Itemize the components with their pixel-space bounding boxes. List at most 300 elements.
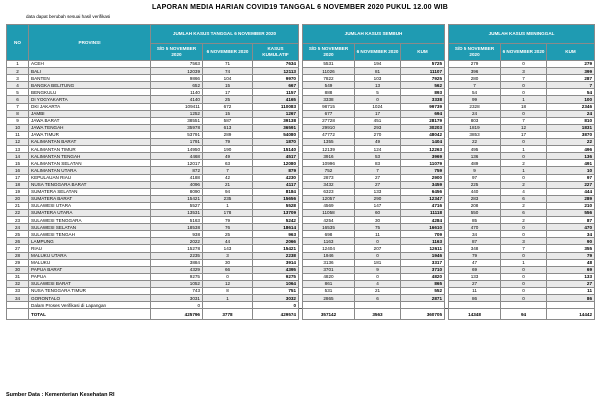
- row-sembuh-kum: 3317: [401, 259, 445, 266]
- row-sembuh-kum: 893: [401, 89, 445, 96]
- row-sembuh-sd: 6323: [303, 188, 355, 195]
- row-meninggal-kum: 279: [547, 61, 595, 68]
- header-group-kasus: JUMLAH KASUS TANGGAL 6 NOVEMBER 2020: [151, 25, 299, 44]
- header-meninggal-kum: KUM: [547, 44, 595, 61]
- header-kasus-today: 6 NOVEMBER 2020: [203, 44, 253, 61]
- header-kasus-kumulatif: KASUS KUMULATIF: [253, 44, 299, 61]
- row-kasus-sd: 938: [151, 231, 203, 238]
- row-meninggal-sd: 7: [449, 82, 501, 89]
- header-meninggal-sd: S/D 5 NOVEMBER 2020: [449, 44, 501, 61]
- row-sembuh-sd: 47772: [303, 131, 355, 138]
- row-sembuh-kum: 99739: [401, 103, 445, 110]
- table-row: [7, 117, 595, 124]
- row-no: 4: [7, 82, 29, 89]
- row-provinsi: PAPUA: [29, 273, 151, 280]
- row-meninggal-kum: 3870: [547, 131, 595, 138]
- row-meninggal-kum: 556: [547, 209, 595, 216]
- row-provinsi: SULAWESI BARAT: [29, 280, 151, 287]
- table-row: [7, 139, 595, 146]
- row-kasus-kumulatif: 39138: [253, 117, 299, 124]
- row-sembuh-kum: 552: [401, 288, 445, 295]
- row-no: [7, 302, 29, 309]
- row-sembuh-kum: 30203: [401, 124, 445, 131]
- row-no: 2: [7, 68, 29, 75]
- table-row: [7, 103, 595, 110]
- row-kasus-today: 25: [203, 231, 253, 238]
- row-kasus-sd: 18538: [151, 224, 203, 231]
- row-kasus-sd: 14950: [151, 146, 203, 153]
- row-sembuh-sd: 4254: [303, 217, 355, 224]
- row-provinsi: KALIMANTAN TENGAH: [29, 153, 151, 160]
- row-meninggal-sd: 86: [449, 295, 501, 302]
- table-row: [7, 68, 595, 75]
- row-meninggal-today: 1: [501, 96, 547, 103]
- row-no: 32: [7, 280, 29, 287]
- row-meninggal-today: 0: [501, 273, 547, 280]
- row-meninggal-today: 1: [501, 167, 547, 174]
- row-meninggal-kum: 444: [547, 188, 595, 195]
- row-sembuh-sd: 531: [303, 288, 355, 295]
- row-kasus-kumulatif: 3032: [253, 295, 299, 302]
- row-meninggal-today: 6: [501, 195, 547, 202]
- row-meninggal-sd: 97: [449, 174, 501, 181]
- row-kasus-sd: 7563: [151, 61, 203, 68]
- row-kasus-today: 143: [203, 245, 253, 252]
- row-meninggal-sd: [449, 302, 501, 309]
- row-meninggal-kum: 2346: [547, 103, 595, 110]
- row-sembuh-today: 1024: [355, 103, 401, 110]
- table-row: [7, 82, 595, 89]
- row-kasus-today: [203, 302, 253, 309]
- header-sembuh-sd: S/D 5 NOVEMBER 2020: [303, 44, 355, 61]
- row-sembuh-today: 0: [355, 273, 401, 280]
- row-kasus-kumulatif: 12080: [253, 160, 299, 167]
- row-meninggal-kum: 496: [547, 146, 595, 153]
- row-meninggal-today: 0: [501, 139, 547, 146]
- row-kasus-sd: 4468: [151, 153, 203, 160]
- row-kasus-sd: 4096: [151, 181, 203, 188]
- row-meninggal-today: 18: [501, 103, 547, 110]
- row-kasus-today: 79: [203, 139, 253, 146]
- row-provinsi: KALIMANTAN TIMUR: [29, 146, 151, 153]
- row-meninggal-kum: 227: [547, 181, 595, 188]
- row-provinsi: PAPUA BARAT: [29, 266, 151, 273]
- row-kasus-kumulatif: 0: [253, 302, 299, 309]
- row-no: 26: [7, 238, 29, 245]
- row-sembuh-today: 13: [355, 82, 401, 89]
- row-meninggal-sd: 27: [449, 280, 501, 287]
- row-kasus-today: 15: [203, 110, 253, 117]
- row-kasus-today: 0: [203, 273, 253, 280]
- row-sembuh-kum: [401, 302, 445, 309]
- table-row: [7, 131, 595, 138]
- row-provinsi: JAWA TIMUR: [29, 131, 151, 138]
- row-sembuh-sd: 29910: [303, 124, 355, 131]
- row-meninggal-sd: 2328: [449, 103, 501, 110]
- row-sembuh-today: 30: [355, 217, 401, 224]
- row-kasus-today: 71: [203, 61, 253, 68]
- table-row: [7, 195, 595, 202]
- row-provinsi: NUSA TENGGARA TIMUR: [29, 288, 151, 295]
- row-no: 31: [7, 273, 29, 280]
- row-no: 20: [7, 195, 29, 202]
- row-no: 7: [7, 103, 29, 110]
- table-row: [7, 75, 595, 82]
- row-kasus-sd: 1252: [151, 110, 203, 117]
- row-meninggal-kum: 355: [547, 245, 595, 252]
- row-meninggal-kum: 133: [547, 273, 595, 280]
- row-meninggal-today: 0: [501, 110, 547, 117]
- row-no: 6: [7, 96, 29, 103]
- row-kasus-kumulatif: 9275: [253, 273, 299, 280]
- row-provinsi: SUMATERA BARAT: [29, 195, 151, 202]
- row-meninggal-sd: 803: [449, 117, 501, 124]
- row-meninggal-kum: 210: [547, 202, 595, 209]
- row-provinsi: SULAWESI TENGAH: [29, 231, 151, 238]
- row-sembuh-kum: 12263: [401, 146, 445, 153]
- row-kasus-today: 63: [203, 160, 253, 167]
- row-meninggal-kum: 24: [547, 110, 595, 117]
- row-kasus-kumulatif: 2238: [253, 252, 299, 259]
- row-sembuh-sd: 4820: [303, 273, 355, 280]
- row-kasus-today: 66: [203, 266, 253, 273]
- row-sembuh-today: 293: [355, 124, 401, 131]
- row-sembuh-kum: 562: [401, 82, 445, 89]
- row-meninggal-sd: 489: [449, 160, 501, 167]
- table-row: [7, 238, 595, 245]
- row-meninggal-sd: 24: [449, 110, 501, 117]
- row-sembuh-kum: 1404: [401, 139, 445, 146]
- row-sembuh-kum: 7925: [401, 75, 445, 82]
- row-kasus-today: 190: [203, 146, 253, 153]
- row-kasus-today: 30: [203, 259, 253, 266]
- row-sembuh-today: 181: [355, 259, 401, 266]
- row-no: 3: [7, 75, 29, 82]
- row-sembuh-sd: 752: [303, 167, 355, 174]
- row-kasus-kumulatif: 1064: [253, 280, 299, 287]
- total-sembuh-sd: 357142: [303, 309, 355, 320]
- row-meninggal-today: 1: [501, 259, 547, 266]
- row-kasus-sd: 9275: [151, 273, 203, 280]
- row-meninggal-today: 12: [501, 124, 547, 131]
- table-row: [7, 146, 595, 153]
- row-no: 25: [7, 231, 29, 238]
- row-sembuh-today: 21: [355, 288, 401, 295]
- row-provinsi: MALUKU: [29, 259, 151, 266]
- row-meninggal-today: 0: [501, 252, 547, 259]
- row-provinsi: MALUKU UTARA: [29, 252, 151, 259]
- row-kasus-sd: 3884: [151, 259, 203, 266]
- row-meninggal-sd: 136: [449, 153, 501, 160]
- row-provinsi: JAMBI: [29, 110, 151, 117]
- row-kasus-today: 178: [203, 209, 253, 216]
- row-no: 33: [7, 288, 29, 295]
- row-meninggal-kum: 470: [547, 224, 595, 231]
- row-meninggal-sd: 280: [449, 75, 501, 82]
- row-sembuh-sd: 698: [303, 231, 355, 238]
- row-sembuh-sd: 12404: [303, 245, 355, 252]
- row-sembuh-today: 83: [355, 160, 401, 167]
- row-sembuh-today: 7: [355, 167, 401, 174]
- row-meninggal-today: 0: [501, 174, 547, 181]
- row-kasus-kumulatif: 1267: [253, 110, 299, 117]
- row-meninggal-sd: 283: [449, 195, 501, 202]
- row-no: 17: [7, 174, 29, 181]
- row-meninggal-kum: 100: [547, 96, 595, 103]
- row-provinsi: SULAWESI SELATAN: [29, 224, 151, 231]
- row-meninggal-today: 3: [501, 238, 547, 245]
- row-kasus-today: 587: [203, 117, 253, 124]
- table-row: [7, 202, 595, 209]
- row-meninggal-today: 3: [501, 68, 547, 75]
- row-kasus-today: 7: [203, 167, 253, 174]
- row-meninggal-today: 6: [501, 209, 547, 216]
- row-meninggal-today: 0: [501, 224, 547, 231]
- row-sembuh-sd: 3432: [303, 181, 355, 188]
- row-no: 21: [7, 202, 29, 209]
- row-sembuh-today: 5: [355, 89, 401, 96]
- row-provinsi: JAWA TENGAH: [29, 124, 151, 131]
- row-kasus-sd: 9866: [151, 75, 203, 82]
- table-body: [7, 61, 595, 309]
- row-no: 19: [7, 188, 29, 195]
- row-meninggal-today: 7: [501, 75, 547, 82]
- row-no: 8: [7, 110, 29, 117]
- row-meninggal-sd: 87: [449, 238, 501, 245]
- total-kasus-sd: 425796: [151, 309, 203, 320]
- row-meninggal-today: 2: [501, 217, 547, 224]
- row-no: 13: [7, 146, 29, 153]
- table-row: [7, 160, 595, 167]
- row-provinsi: JAWA BARAT: [29, 117, 151, 124]
- row-kasus-kumulatif: 963: [253, 231, 299, 238]
- row-meninggal-sd: 440: [449, 188, 501, 195]
- covid-report-table: [6, 24, 595, 320]
- row-sembuh-today: 60: [355, 209, 401, 216]
- row-kasus-kumulatif: 5528: [253, 202, 299, 209]
- row-kasus-sd: 0: [151, 302, 203, 309]
- table-row: [7, 280, 595, 287]
- row-kasus-sd: 5163: [151, 217, 203, 224]
- row-meninggal-today: 0: [501, 89, 547, 96]
- header-sembuh-today: 6 NOVEMBER 2020: [355, 44, 401, 61]
- row-sembuh-today: 49: [355, 139, 401, 146]
- row-sembuh-today: 27: [355, 174, 401, 181]
- row-sembuh-kum: 1946: [401, 252, 445, 259]
- row-kasus-today: 74: [203, 68, 253, 75]
- total-sembuh-kum: 360705: [401, 309, 445, 320]
- row-kasus-kumulatif: 1870: [253, 139, 299, 146]
- header-group-sembuh: JUMLAH KASUS SEMBUH: [303, 25, 445, 44]
- row-meninggal-today: 0: [501, 61, 547, 68]
- row-kasus-sd: 2235: [151, 252, 203, 259]
- row-kasus-kumulatif: 13709: [253, 209, 299, 216]
- total-label: TOTAL: [29, 309, 151, 320]
- row-sembuh-today: 270: [355, 131, 401, 138]
- row-sembuh-today: 124: [355, 146, 401, 153]
- row-provinsi: KEPULAUAN RIAU: [29, 174, 151, 181]
- row-kasus-kumulatif: 3914: [253, 259, 299, 266]
- table-row: [7, 259, 595, 266]
- row-provinsi: BENGKULU: [29, 89, 151, 96]
- row-provinsi: DKI JAKARTA: [29, 103, 151, 110]
- row-provinsi: BANTEN: [29, 75, 151, 82]
- row-sembuh-sd: 3136: [303, 259, 355, 266]
- total-meninggal-kum: 14442: [547, 309, 595, 320]
- row-meninggal-today: 0: [501, 82, 547, 89]
- row-meninggal-today: 4: [501, 188, 547, 195]
- row-sembuh-kum: 865: [401, 280, 445, 287]
- row-sembuh-today: 103: [355, 75, 401, 82]
- row-kasus-kumulatif: 54080: [253, 131, 299, 138]
- data-source: Sumber Data : Kementerian Kesehatan RI: [6, 392, 115, 398]
- row-meninggal-sd: 34: [449, 231, 501, 238]
- row-no: 34: [7, 295, 29, 302]
- row-sembuh-sd: 3338: [303, 96, 355, 103]
- row-kasus-kumulatif: 4230: [253, 174, 299, 181]
- row-no: 29: [7, 259, 29, 266]
- row-kasus-sd: 15421: [151, 195, 203, 202]
- row-meninggal-today: 0: [501, 231, 547, 238]
- row-kasus-sd: 12039: [151, 68, 203, 75]
- row-sembuh-today: 147: [355, 202, 401, 209]
- table-row: [7, 124, 595, 131]
- row-kasus-sd: 872: [151, 167, 203, 174]
- row-kasus-kumulatif: 1157: [253, 89, 299, 96]
- row-kasus-sd: 15278: [151, 245, 203, 252]
- row-sembuh-kum: 12347: [401, 195, 445, 202]
- row-sembuh-sd: [303, 302, 355, 309]
- row-kasus-sd: 1140: [151, 89, 203, 96]
- row-sembuh-sd: 4569: [303, 202, 355, 209]
- row-meninggal-kum: 136: [547, 153, 595, 160]
- row-meninggal-sd: 3853: [449, 131, 501, 138]
- row-provinsi: SULAWESI UTARA: [29, 202, 151, 209]
- row-sembuh-kum: 11118: [401, 209, 445, 216]
- row-sembuh-today: 0: [355, 96, 401, 103]
- row-kasus-today: 49: [203, 153, 253, 160]
- row-kasus-sd: 5527: [151, 202, 203, 209]
- row-sembuh-sd: 3916: [303, 153, 355, 160]
- row-sembuh-kum: 11107: [401, 68, 445, 75]
- table-row: [7, 153, 595, 160]
- verification-note: data dapat berubah sesuai hasil verifikasi: [26, 14, 111, 19]
- row-meninggal-sd: 47: [449, 259, 501, 266]
- row-provinsi: SULAWESI TENGGARA: [29, 217, 151, 224]
- row-meninggal-sd: 9: [449, 167, 501, 174]
- row-kasus-sd: 4140: [151, 96, 203, 103]
- row-no: 30: [7, 266, 29, 273]
- header-provinsi: PROVINSI: [29, 25, 151, 61]
- row-kasus-kumulatif: 15421: [253, 245, 299, 252]
- row-sembuh-sd: 2865: [303, 295, 355, 302]
- table-row: [7, 174, 595, 181]
- row-sembuh-today: [355, 302, 401, 309]
- header-no: NO: [7, 25, 29, 61]
- row-meninggal-today: 0: [501, 295, 547, 302]
- row-sembuh-today: 17: [355, 110, 401, 117]
- row-kasus-kumulatif: 667: [253, 82, 299, 89]
- table-row: [7, 245, 595, 252]
- row-sembuh-sd: 11058: [303, 209, 355, 216]
- row-kasus-kumulatif: 2066: [253, 238, 299, 245]
- total-row: [7, 309, 595, 320]
- row-sembuh-sd: 5531: [303, 61, 355, 68]
- row-sembuh-today: 53: [355, 153, 401, 160]
- row-provinsi: RIAU: [29, 245, 151, 252]
- row-kasus-today: 15: [203, 82, 253, 89]
- header-kasus-sd: S/D 5 NOVEMBER 2020: [151, 44, 203, 61]
- report-title: LAPORAN MEDIA HARIAN COVID19 TANGGAL 6 NOVEMBER 2020 PUKUL 12.00 WIB: [151, 4, 449, 11]
- row-kasus-sd: 38551: [151, 117, 203, 124]
- row-no: 9: [7, 117, 29, 124]
- header-meninggal-today: 6 NOVEMBER 2020: [501, 44, 547, 61]
- row-sembuh-kum: 2900: [401, 174, 445, 181]
- row-meninggal-kum: 22: [547, 139, 595, 146]
- row-kasus-kumulatif: 4165: [253, 96, 299, 103]
- row-meninggal-kum: 90: [547, 238, 595, 245]
- row-meninggal-sd: 133: [449, 273, 501, 280]
- row-kasus-today: 613: [203, 124, 253, 131]
- row-sembuh-sd: 10996: [303, 160, 355, 167]
- row-sembuh-sd: 549: [303, 82, 355, 89]
- total-kasus-today: 3778: [203, 309, 253, 320]
- row-kasus-today: 1: [203, 202, 253, 209]
- row-provinsi: ACEH: [29, 61, 151, 68]
- table-row: [7, 295, 595, 302]
- row-no: 27: [7, 245, 29, 252]
- row-meninggal-today: 2: [501, 202, 547, 209]
- table-row: [7, 167, 595, 174]
- row-kasus-sd: 1052: [151, 280, 203, 287]
- row-sembuh-kum: 4284: [401, 217, 445, 224]
- row-sembuh-sd: 12057: [303, 195, 355, 202]
- row-provinsi: BANGKA BELITUNG: [29, 82, 151, 89]
- row-provinsi: DI YOGYAKARTA: [29, 96, 151, 103]
- row-meninggal-kum: 86: [547, 295, 595, 302]
- row-kasus-kumulatif: 18614: [253, 224, 299, 231]
- row-no: 24: [7, 224, 29, 231]
- row-meninggal-sd: 1819: [449, 124, 501, 131]
- row-kasus-sd: 2022: [151, 238, 203, 245]
- row-meninggal-kum: 1831: [547, 124, 595, 131]
- row-sembuh-kum: 759: [401, 167, 445, 174]
- row-meninggal-sd: 69: [449, 266, 501, 273]
- row-kasus-today: 79: [203, 217, 253, 224]
- row-provinsi: GORONTALO: [29, 295, 151, 302]
- row-sembuh-sd: 3701: [303, 266, 355, 273]
- row-sembuh-kum: 709: [401, 231, 445, 238]
- row-kasus-sd: 1791: [151, 139, 203, 146]
- row-meninggal-sd: 54: [449, 89, 501, 96]
- row-sembuh-kum: 4820: [401, 273, 445, 280]
- row-sembuh-sd: 11026: [303, 68, 355, 75]
- row-sembuh-kum: 694: [401, 110, 445, 117]
- row-kasus-today: 104: [203, 75, 253, 82]
- row-meninggal-sd: 11: [449, 288, 501, 295]
- row-sembuh-sd: 1163: [303, 238, 355, 245]
- row-sembuh-sd: 1355: [303, 139, 355, 146]
- row-meninggal-sd: 85: [449, 217, 501, 224]
- row-kasus-kumulatif: 4395: [253, 266, 299, 273]
- row-kasus-sd: 12017: [151, 160, 203, 167]
- row-kasus-kumulatif: 110083: [253, 103, 299, 110]
- row-kasus-today: 76: [203, 224, 253, 231]
- row-sembuh-today: 11: [355, 231, 401, 238]
- row-sembuh-kum: 11079: [401, 160, 445, 167]
- row-sembuh-today: 75: [355, 224, 401, 231]
- total-kasus-kumulatif: 429574: [253, 309, 299, 320]
